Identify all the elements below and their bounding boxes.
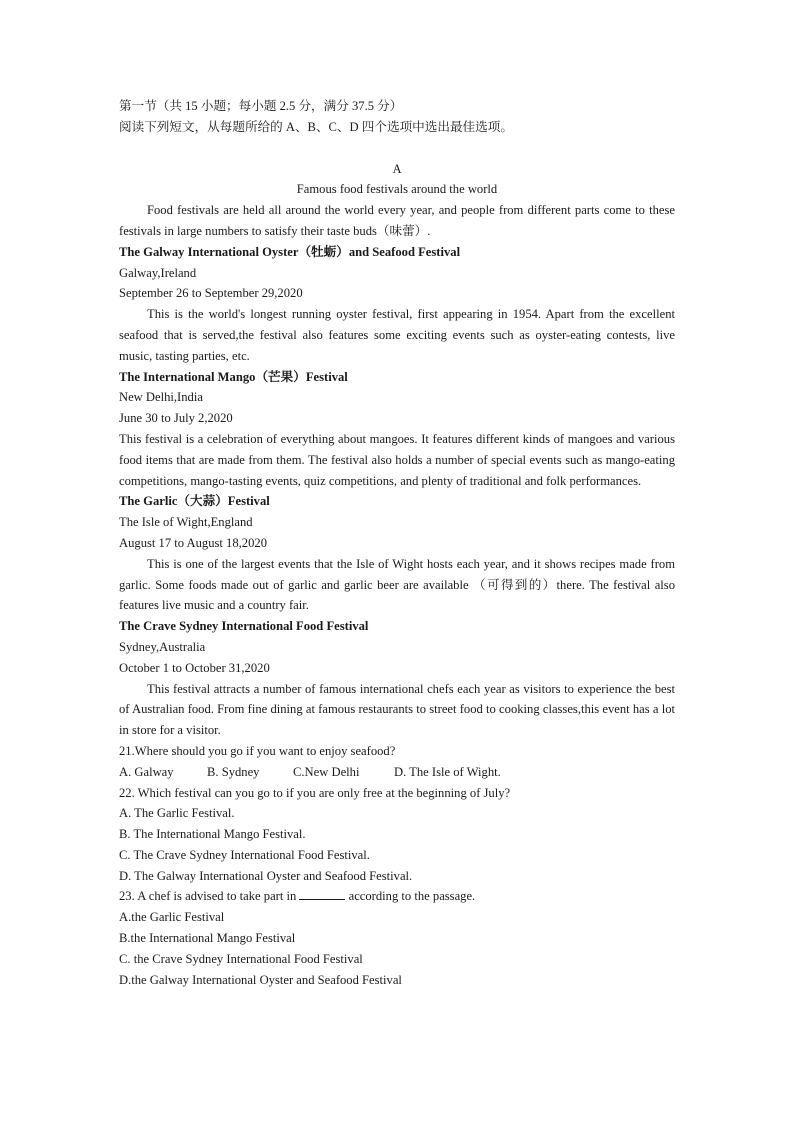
question-options bbox=[119, 762, 675, 783]
option: D.the Galway International Oyster and Seafood Festival bbox=[119, 972, 402, 987]
option: B.the International Mango Festival bbox=[119, 931, 296, 946]
exam-page bbox=[119, 96, 675, 990]
festival-location: The Isle of Wight,England bbox=[119, 515, 253, 530]
option: B. The International Mango Festival. bbox=[119, 827, 306, 842]
option: D. The Isle of Wight. bbox=[394, 764, 501, 779]
festival-dates: June 30 to July 2,2020 bbox=[119, 411, 233, 426]
question-stem: 21.Where should you go if you want to enjoy seafood? bbox=[119, 743, 396, 758]
festival-description: This is the world's longest running oyster festival, first appearing in 1954. Apart from the excellent seafood that is served,the festival also features some exciting events such as oyster-eating contests, live music, tasting parties, etc. bbox=[119, 307, 675, 363]
option: C.New Delhi bbox=[293, 764, 360, 779]
option: A. The Garlic Festival. bbox=[119, 806, 235, 821]
festival-name: The Galway International Oyster（牡蛎）and Seafood Festival bbox=[119, 244, 461, 259]
festival-description: This festival attracts a number of famous international chefs each year as visitors to experience the best of Australian food. From fine dining at famous restaurants to street food to cooking classes,this event has a lot in store for a visitor. bbox=[119, 681, 675, 738]
section-instruction: 阅读下列短文，从每题所给的 A、B、C、D 四个选项中选出最佳选项。 bbox=[119, 119, 513, 134]
passage-title: Famous food festivals around the world bbox=[296, 182, 498, 197]
festival-description: This is one of the largest events that the Isle of Wight hosts each year, and it shows recipes made from garlic. Some foods made out of garlic and garlic beer are available （可得到的）there. The festival also features live music and a country fair. bbox=[119, 556, 675, 613]
festival-name: The Crave Sydney International Food Festival bbox=[119, 619, 369, 634]
question-stem-after: according to the passage. bbox=[345, 889, 476, 904]
option: A. Galway bbox=[119, 764, 174, 779]
option: C. The Crave Sydney International Food Festival. bbox=[119, 847, 370, 862]
question-stem: 22. Which festival can you go to if you are only free at the beginning of July? bbox=[119, 785, 511, 800]
festival-dates: October 1 to October 31,2020 bbox=[119, 660, 270, 675]
question-stem-before: 23. A chef is advised to take part in bbox=[119, 889, 300, 904]
section-heading: 第一节（共 15 小题；每小题 2.5 分，满分 37.5 分） bbox=[119, 99, 403, 113]
festival-dates: September 26 to September 29,2020 bbox=[119, 286, 303, 301]
festival-location: Galway,Ireland bbox=[119, 265, 197, 280]
festival-name: The Garlic（大蒜）Festival bbox=[119, 494, 270, 509]
answer-blank bbox=[299, 887, 345, 900]
festival-dates: August 17 to August 18,2020 bbox=[119, 535, 267, 550]
passage-letter: A bbox=[392, 161, 402, 176]
option: B. Sydney bbox=[207, 764, 260, 779]
festival-location: New Delhi,India bbox=[119, 390, 203, 405]
festival-location: Sydney,Australia bbox=[119, 639, 206, 654]
passage-intro: Food festivals are held all around the world every year, and people from different parts come to these festivals in large numbers to satisfy their taste buds（味蕾）. bbox=[119, 203, 675, 238]
option: A.the Garlic Festival bbox=[119, 910, 225, 925]
option: D. The Galway International Oyster and Seafood Festival. bbox=[119, 868, 413, 883]
festival-description: This festival is a celebration of everything about mangoes. It features different kinds of mangoes and various food items that are made from them. The festival also holds a number of special events such as mango-eating competitions, mango-tasting events, quiz competitions, and plenty of traditional and folk performances. bbox=[119, 431, 675, 488]
option: C. the Crave Sydney International Food Festival bbox=[119, 951, 363, 966]
question-stem bbox=[119, 886, 675, 907]
festival-name: The International Mango（芒果）Festival bbox=[119, 369, 348, 384]
